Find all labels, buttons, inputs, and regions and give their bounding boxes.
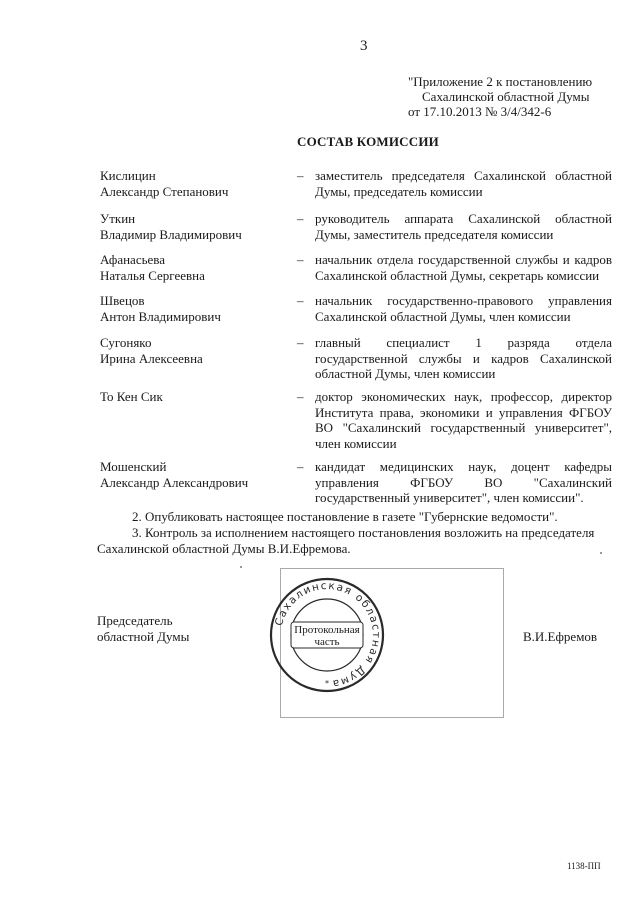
member-role: доктор экономических наук, профессор, директор Института права, экономики и управления ФГБОУ ВО "Сахалинский государственный университет", член комиссии	[315, 389, 612, 451]
signer-title-line-2: областной Думы	[97, 628, 190, 644]
scan-speck	[600, 552, 602, 554]
member-given-names: Александр Александрович	[100, 474, 249, 490]
paragraph-2: 2. Опубликовать настоящее постановление в газете "Губернские ведомости".	[132, 509, 558, 524]
signer-name: В.И.Ефремов	[523, 629, 598, 644]
document-title: СОСТАВ КОМИССИИ	[297, 134, 439, 149]
member-dash: –	[297, 293, 304, 308]
appendix-reference	[408, 74, 592, 119]
seal-center-line-2: часть	[314, 636, 340, 648]
member-role: кандидат медицинских наук, доцент кафедры управления ФГБОУ ВО "Сахалинский государственный университет", член комиссии".	[315, 459, 612, 505]
seal-star-icon: *	[325, 679, 329, 688]
signer-title-line-1: Председатель	[97, 613, 173, 628]
member-surname: Уткин	[100, 211, 136, 226]
member-surname: То Кен Сик	[100, 389, 163, 404]
appendix-line-3: от 17.10.2013 № 3/4/342-6	[408, 104, 552, 119]
seal-ring-text: Сахалинская областная Дума	[272, 579, 383, 690]
member-name	[100, 168, 290, 199]
scan-speck	[240, 566, 242, 568]
member-given-names: Александр Степанович	[100, 183, 229, 199]
member-given-names: Антон Владимирович	[100, 308, 221, 324]
member-role: начальник отдела государственной службы и кадров Сахалинской областной Думы, секретарь комиссии	[315, 252, 612, 283]
member-surname: Мошенский	[100, 459, 167, 474]
member-role: начальник государственно-правового управления Сахалинской областной Думы, член комиссии	[315, 293, 612, 324]
member-dash: –	[297, 211, 304, 226]
paragraph-3-line-1: 3. Контроль за исполнением настоящего постановления возложить на председателя	[132, 525, 595, 540]
official-seal	[268, 576, 386, 694]
member-given-names: Ирина Алексеевна	[100, 350, 203, 366]
member-role: главный специалист 1 разряда отдела государственной службы и кадров Сахалинской областной Думы, член комиссии	[315, 335, 612, 381]
member-name	[100, 252, 290, 283]
member-dash: –	[297, 168, 304, 183]
member-surname: Швецов	[100, 293, 145, 308]
member-name	[100, 335, 290, 366]
signer-title	[97, 613, 189, 644]
member-given-names: Наталья Сергеевна	[100, 267, 205, 283]
member-name	[100, 293, 290, 324]
member-dash: –	[297, 459, 304, 474]
seal-center-line-1: Протокольная	[294, 624, 360, 636]
member-name	[100, 459, 290, 490]
appendix-line-2: Сахалинской областной Думы	[422, 89, 590, 104]
paragraph-3-line-2: Сахалинской областной Думы В.И.Ефремова.	[97, 541, 351, 556]
member-name	[100, 389, 290, 405]
member-dash: –	[297, 335, 304, 350]
member-name	[100, 211, 290, 242]
appendix-line-1: "Приложение 2 к постановлению	[408, 74, 593, 89]
member-dash: –	[297, 252, 304, 267]
member-role: заместитель председателя Сахалинской областной Думы, председатель комиссии	[315, 168, 612, 199]
member-surname: Кислицин	[100, 168, 156, 183]
member-role: руководитель аппарата Сахалинской областной Думы, заместитель председателя комиссии	[315, 211, 612, 242]
document-code: 1138-ПП	[567, 861, 601, 871]
member-surname: Афанасьева	[100, 252, 166, 267]
member-surname: Сугоняко	[100, 335, 152, 350]
member-given-names: Владимир Владимирович	[100, 226, 242, 242]
page-number: 3	[360, 38, 368, 54]
member-dash: –	[297, 389, 304, 404]
